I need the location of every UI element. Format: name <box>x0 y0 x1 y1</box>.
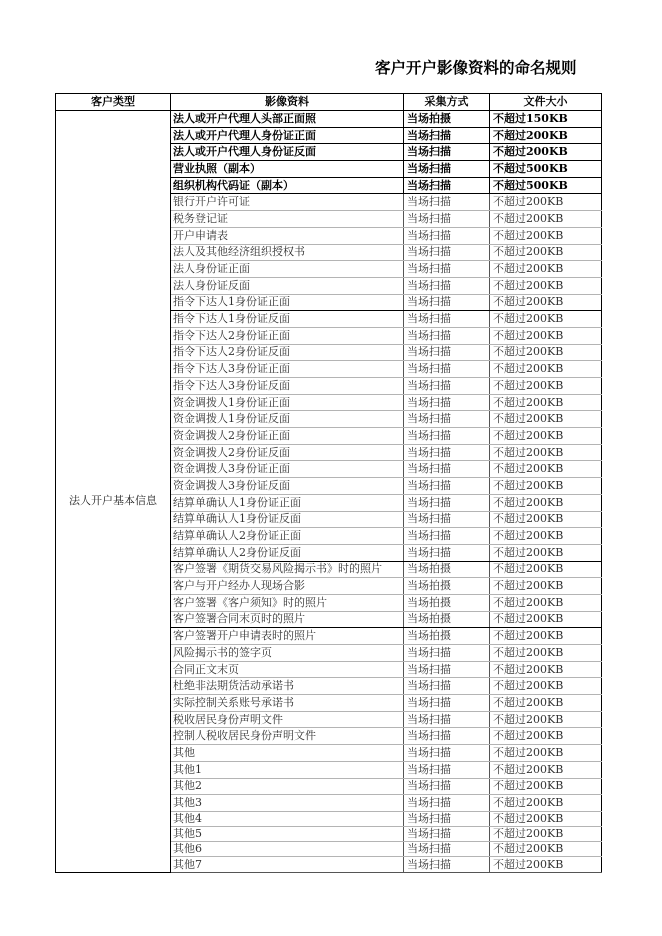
method-cell: 当场扫描 <box>404 344 490 361</box>
material-cell: 指令下达人2身份证反面 <box>171 344 404 361</box>
table-body <box>56 111 602 873</box>
material-cell: 风险揭示书的签字页 <box>171 645 404 662</box>
material-cell: 法人或开户代理人身份证正面 <box>171 127 404 144</box>
method-cell: 当场扫描 <box>404 194 490 211</box>
material-cell: 客户签署开户申请表时的照片 <box>171 628 404 645</box>
method-cell: 当场扫描 <box>404 695 490 712</box>
method-cell: 当场扫描 <box>404 294 490 311</box>
material-cell: 开户申请表 <box>171 227 404 244</box>
size-cell: 不超过200KB <box>490 678 602 695</box>
size-cell: 不超过200KB <box>490 211 602 228</box>
method-cell: 当场扫描 <box>404 127 490 144</box>
method-cell: 当场扫描 <box>404 795 490 812</box>
size-cell: 不超过200KB <box>490 194 602 211</box>
method-cell: 当场扫描 <box>404 311 490 328</box>
size-cell: 不超过200KB <box>490 857 602 872</box>
material-cell: 结算单确认人2身份证正面 <box>171 528 404 545</box>
method-cell: 当场拍摄 <box>404 594 490 611</box>
size-cell: 不超过200KB <box>490 745 602 762</box>
material-cell: 合同正文末页 <box>171 661 404 678</box>
size-cell: 不超过200KB <box>490 544 602 561</box>
size-cell: 不超过200KB <box>490 494 602 511</box>
material-cell: 营业执照（副本） <box>171 161 404 178</box>
method-cell: 当场扫描 <box>404 857 490 872</box>
material-cell: 指令下达人2身份证正面 <box>171 327 404 344</box>
method-cell: 当场拍摄 <box>404 611 490 628</box>
method-cell: 当场扫描 <box>404 511 490 528</box>
size-cell: 不超过200KB <box>490 842 602 857</box>
file-size-header: 文件大小 <box>490 94 602 111</box>
size-cell: 不超过200KB <box>490 611 602 628</box>
size-cell: 不超过200KB <box>490 478 602 495</box>
customer-type-cell: 法人开户基本信息 <box>56 111 171 873</box>
material-cell: 其他7 <box>171 857 404 872</box>
size-cell: 不超过200KB <box>490 761 602 778</box>
material-cell: 法人身份证反面 <box>171 277 404 294</box>
method-cell: 当场扫描 <box>404 144 490 161</box>
size-cell: 不超过200KB <box>490 411 602 428</box>
material-cell: 法人及其他经济组织授权书 <box>171 244 404 261</box>
size-cell: 不超过200KB <box>490 711 602 728</box>
size-cell: 不超过200KB <box>490 511 602 528</box>
material-cell: 法人或开户代理人身份证反面 <box>171 144 404 161</box>
size-cell: 不超过200KB <box>490 728 602 745</box>
method-cell: 当场扫描 <box>404 277 490 294</box>
material-cell: 资金调拨人1身份证反面 <box>171 411 404 428</box>
size-cell: 不超过200KB <box>490 311 602 328</box>
material-cell: 实际控制关系账号承诺书 <box>171 695 404 712</box>
method-cell: 当场扫描 <box>404 811 490 826</box>
table-header <box>56 94 602 111</box>
method-cell: 当场扫描 <box>404 211 490 228</box>
method-cell: 当场拍摄 <box>404 561 490 578</box>
method-cell: 当场扫描 <box>404 778 490 795</box>
method-cell: 当场扫描 <box>404 177 490 194</box>
method-cell: 当场扫描 <box>404 361 490 378</box>
size-cell: 不超过200KB <box>490 628 602 645</box>
material-cell: 结算单确认人1身份证正面 <box>171 494 404 511</box>
method-cell: 当场扫描 <box>404 428 490 445</box>
material-cell: 指令下达人3身份证反面 <box>171 378 404 395</box>
size-cell: 不超过500KB <box>490 177 602 194</box>
method-cell: 当场扫描 <box>404 494 490 511</box>
material-cell: 结算单确认人2身份证反面 <box>171 544 404 561</box>
material-cell: 指令下达人3身份证正面 <box>171 361 404 378</box>
material-cell: 资金调拨人3身份证反面 <box>171 478 404 495</box>
method-cell: 当场扫描 <box>404 411 490 428</box>
material-cell: 税务登记证 <box>171 211 404 228</box>
size-cell: 不超过200KB <box>490 444 602 461</box>
material-cell: 指令下达人1身份证正面 <box>171 294 404 311</box>
method-cell: 当场扫描 <box>404 711 490 728</box>
material-cell: 客户签署合同末页时的照片 <box>171 611 404 628</box>
method-cell: 当场拍摄 <box>404 578 490 595</box>
material-cell: 法人或开户代理人头部正面照 <box>171 111 404 128</box>
size-cell: 不超过200KB <box>490 695 602 712</box>
table-row <box>56 111 602 128</box>
method-cell: 当场扫描 <box>404 645 490 662</box>
size-cell: 不超过200KB <box>490 277 602 294</box>
material-cell: 指令下达人1身份证反面 <box>171 311 404 328</box>
size-cell: 不超过200KB <box>490 795 602 812</box>
method-cell: 当场扫描 <box>404 227 490 244</box>
method-cell: 当场扫描 <box>404 261 490 278</box>
method-cell: 当场扫描 <box>404 678 490 695</box>
size-cell: 不超过200KB <box>490 361 602 378</box>
size-cell: 不超过200KB <box>490 461 602 478</box>
material-cell: 资金调拨人2身份证正面 <box>171 428 404 445</box>
size-cell: 不超过200KB <box>490 528 602 545</box>
page-title: 客户开户影像资料的命名规则 <box>375 58 577 77</box>
material-cell: 税收居民身份声明文件 <box>171 711 404 728</box>
method-cell: 当场扫描 <box>404 161 490 178</box>
size-cell: 不超过200KB <box>490 594 602 611</box>
material-cell: 其他6 <box>171 842 404 857</box>
size-cell: 不超过200KB <box>490 827 602 842</box>
header-row <box>56 94 602 111</box>
size-cell: 不超过200KB <box>490 344 602 361</box>
material-cell: 客户与开户经办人现场合影 <box>171 578 404 595</box>
material-cell: 客户签署《客户须知》时的照片 <box>171 594 404 611</box>
customer-type-header: 客户类型 <box>56 94 171 111</box>
size-cell: 不超过200KB <box>490 378 602 395</box>
material-cell: 客户签署《期货交易风险揭示书》时的照片 <box>171 561 404 578</box>
method-cell: 当场扫描 <box>404 745 490 762</box>
size-cell: 不超过200KB <box>490 428 602 445</box>
material-cell: 杜绝非法期货活动承诺书 <box>171 678 404 695</box>
method-cell: 当场拍摄 <box>404 628 490 645</box>
size-cell: 不超过200KB <box>490 645 602 662</box>
method-cell: 当场扫描 <box>404 728 490 745</box>
size-cell: 不超过200KB <box>490 394 602 411</box>
method-cell: 当场扫描 <box>404 661 490 678</box>
method-cell: 当场扫描 <box>404 444 490 461</box>
image-material-header: 影像资料 <box>171 94 404 111</box>
material-cell: 其他1 <box>171 761 404 778</box>
material-cell: 结算单确认人1身份证反面 <box>171 511 404 528</box>
material-cell: 法人身份证正面 <box>171 261 404 278</box>
method-cell: 当场扫描 <box>404 394 490 411</box>
size-cell: 不超过200KB <box>490 261 602 278</box>
method-cell: 当场扫描 <box>404 544 490 561</box>
method-cell: 当场扫描 <box>404 378 490 395</box>
size-cell: 不超过200KB <box>490 144 602 161</box>
method-cell: 当场扫描 <box>404 842 490 857</box>
size-cell: 不超过200KB <box>490 578 602 595</box>
size-cell: 不超过200KB <box>490 127 602 144</box>
material-cell: 其他4 <box>171 811 404 826</box>
method-cell: 当场扫描 <box>404 478 490 495</box>
material-cell: 组织机构代码证（副本） <box>171 177 404 194</box>
material-cell: 其他3 <box>171 795 404 812</box>
method-cell: 当场扫描 <box>404 827 490 842</box>
size-cell: 不超过200KB <box>490 778 602 795</box>
material-cell: 其他2 <box>171 778 404 795</box>
method-cell: 当场扫描 <box>404 528 490 545</box>
method-cell: 当场拍摄 <box>404 111 490 128</box>
material-cell: 其他 <box>171 745 404 762</box>
method-cell: 当场扫描 <box>404 761 490 778</box>
material-cell: 其他5 <box>171 827 404 842</box>
material-cell: 资金调拨人1身份证正面 <box>171 394 404 411</box>
method-cell: 当场扫描 <box>404 244 490 261</box>
size-cell: 不超过200KB <box>490 227 602 244</box>
size-cell: 不超过200KB <box>490 294 602 311</box>
size-cell: 不超过200KB <box>490 561 602 578</box>
naming-rules-table <box>55 93 602 873</box>
size-cell: 不超过200KB <box>490 244 602 261</box>
size-cell: 不超过500KB <box>490 161 602 178</box>
collection-method-header: 采集方式 <box>404 94 490 111</box>
size-cell: 不超过150KB <box>490 111 602 128</box>
material-cell: 控制人税收居民身份声明文件 <box>171 728 404 745</box>
material-cell: 资金调拨人3身份证正面 <box>171 461 404 478</box>
material-cell: 银行开户许可证 <box>171 194 404 211</box>
method-cell: 当场扫描 <box>404 461 490 478</box>
method-cell: 当场扫描 <box>404 327 490 344</box>
size-cell: 不超过200KB <box>490 811 602 826</box>
material-cell: 资金调拨人2身份证反面 <box>171 444 404 461</box>
size-cell: 不超过200KB <box>490 661 602 678</box>
size-cell: 不超过200KB <box>490 327 602 344</box>
